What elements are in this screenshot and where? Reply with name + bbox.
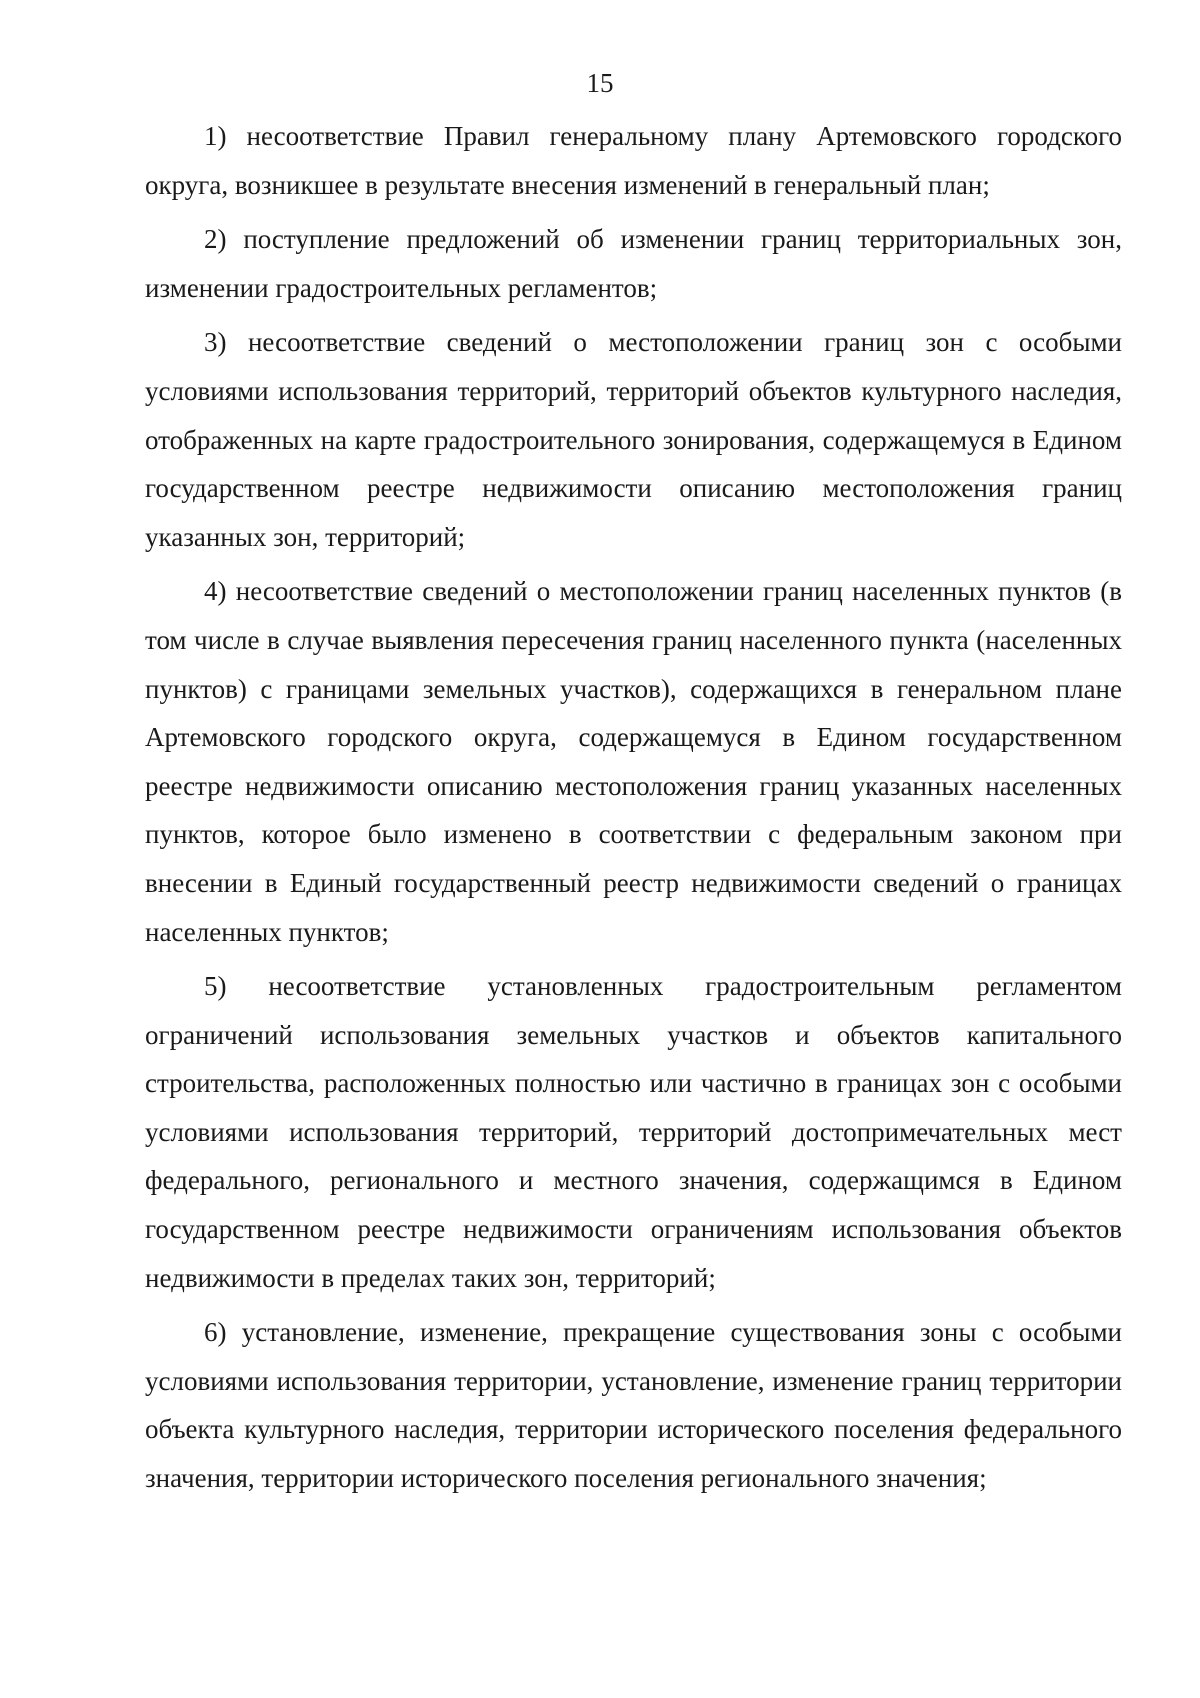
page-number: 15 bbox=[586, 68, 614, 98]
document-body bbox=[145, 112, 1122, 1509]
paragraph-item-1: 1) несоответствие Правил генеральному плану Артемовского городского округа, возникшее в результате внесения изменений в генеральный план; bbox=[145, 121, 1122, 200]
paragraph-item-6: 6) установление, изменение, прекращение существования зоны с особыми условиями использования территории, установление, изменение границ территории объекта культурного наследия, территории исторического поселения федерального значения, территории исторического поселения регионального значения; bbox=[145, 1317, 1122, 1494]
paragraph-item-4: 4) несоответствие сведений о местоположении границ населенных пунктов (в том числе в случае выявления пересечения границ населенного пункта (населенных пунктов) с границами земельных участков), содержащихся в генеральном плане Артемовского городского округа, содержащемуся в Едином государственном реестре недвижимости описанию местоположения границ указанных населенных пунктов, которое было изменено в соответствии с федеральным законом при внесении в Единый государственный реестр недвижимости сведений о границах населенных пунктов; bbox=[145, 576, 1122, 947]
paragraph-item-2: 2) поступление предложений об изменении границ территориальных зон, изменении градостроительных регламентов; bbox=[145, 224, 1122, 303]
paragraph-item-5: 5) несоответствие установленных градостроительным регламентом ограничений использования земельных участков и объектов капитального строительства, расположенных полностью или частично в границах зон с особыми условиями использования территорий, территорий достопримечательных мест федерального, регионального и местного значения, содержащимся в Едином государственном реестре недвижимости ограничениям использования объектов недвижимости в пределах таких зон, территорий; bbox=[145, 971, 1122, 1293]
paragraph-item-3: 3) несоответствие сведений о местоположении границ зон с особыми условиями использования территорий, территорий объектов культурного наследия, отображенных на карте градостроительного зонирования, содержащемуся в Едином государственном реестре недвижимости описанию местоположения границ указанных зон, территорий; bbox=[145, 327, 1122, 552]
